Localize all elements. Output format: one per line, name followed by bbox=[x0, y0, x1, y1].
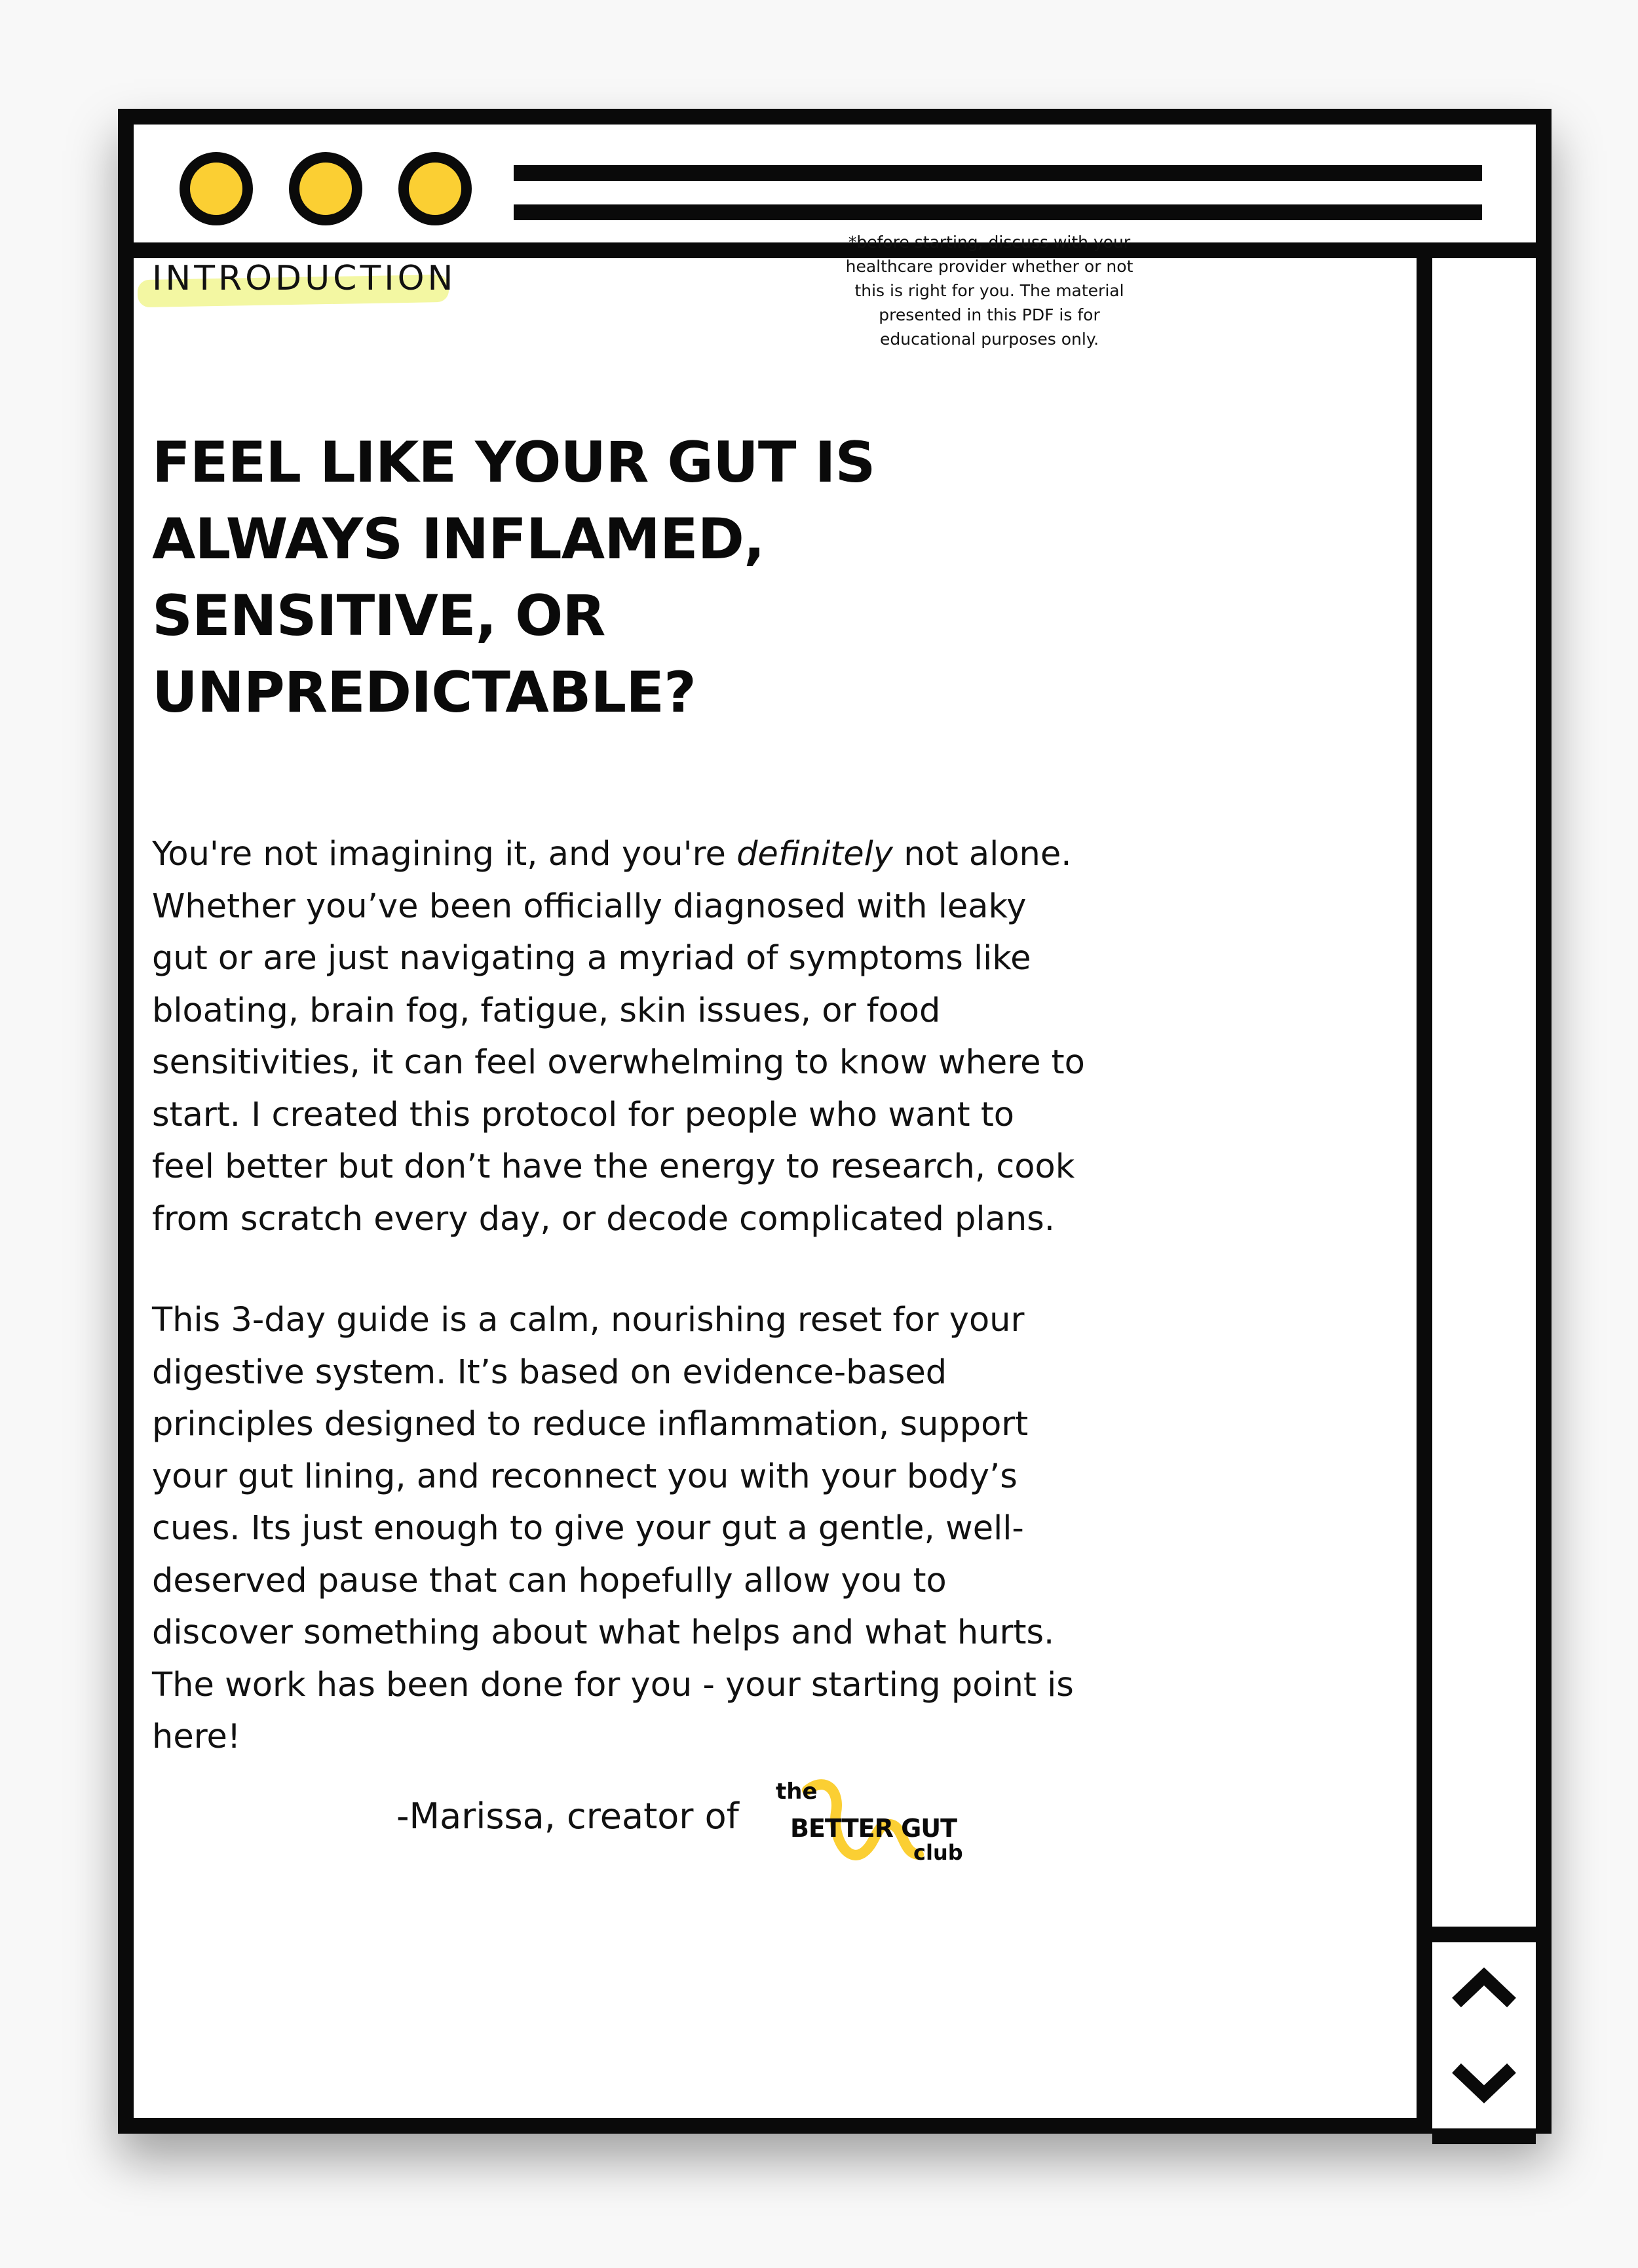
title-line: FEEL LIKE YOUR GUT IS bbox=[152, 430, 875, 495]
paragraph-line: The work has been done for you - your starting point is bbox=[152, 1665, 1074, 1704]
disclaimer bbox=[819, 230, 1160, 351]
disclaimer-line: this is right for you. The material bbox=[854, 281, 1124, 300]
disclaimer-line: educational purposes only. bbox=[879, 330, 1099, 349]
emphasis-text: definitely bbox=[736, 835, 893, 874]
intro-paragraph-1 bbox=[152, 828, 1174, 1245]
logo-club-text: club bbox=[913, 1840, 963, 1865]
window-dot-3[interactable] bbox=[398, 152, 472, 225]
paragraph-line: principles designed to reduce inflammation, support bbox=[152, 1405, 1029, 1444]
disclaimer-line: healthcare provider whether or not bbox=[845, 257, 1133, 276]
paragraph-line: here! bbox=[152, 1718, 241, 1756]
author-signoff: -Marissa, creator of bbox=[396, 1796, 739, 1837]
title-line-top bbox=[514, 165, 1482, 181]
disclaimer-line: *before starting, discuss with your bbox=[848, 233, 1131, 252]
section-label: INTRODUCTION bbox=[152, 259, 457, 298]
paragraph-line: discover something about what helps and what hurts. bbox=[152, 1613, 1055, 1652]
paragraph-line: feel better but don’t have the energy to research, cook bbox=[152, 1147, 1075, 1186]
paragraph-line: start. I created this protocol for people who want to bbox=[152, 1095, 1015, 1134]
section-label-wrap bbox=[152, 259, 456, 298]
paragraph-line: gut or are just navigating a myriad of symptoms like bbox=[152, 939, 1031, 978]
text-span: not alone. bbox=[892, 835, 1072, 874]
chevron-up-icon bbox=[1451, 1966, 1517, 2012]
text-span: You're not imagining it, and you're bbox=[152, 835, 737, 874]
paragraph-line: Whether you’ve been officially diagnosed with leaky bbox=[152, 887, 1027, 926]
scroll-down-button[interactable] bbox=[1432, 2035, 1536, 2144]
paragraph-line: deserved pause that can hopefully allow you to bbox=[152, 1561, 947, 1600]
window-dot-2[interactable] bbox=[289, 152, 362, 225]
paragraph-line: from scratch every day, or decode complicated plans. bbox=[152, 1199, 1055, 1239]
scrollbar[interactable] bbox=[1417, 258, 1536, 2118]
chevron-down-icon bbox=[1451, 2059, 1517, 2105]
logo-main-text: BETTER GUT bbox=[790, 1814, 957, 1843]
scroll-up-button[interactable] bbox=[1432, 1927, 1536, 2051]
title-line: SENSITIVE, OR bbox=[152, 583, 605, 649]
paragraph-line bbox=[152, 828, 1174, 881]
paragraph-line: your gut lining, and reconnect you with your body’s bbox=[152, 1457, 1018, 1496]
title-line: ALWAYS INFLAMED, bbox=[152, 507, 765, 572]
brand-logo bbox=[773, 1776, 996, 1887]
logo-the-text: the bbox=[776, 1778, 818, 1805]
disclaimer-line: presented in this PDF is for bbox=[879, 305, 1100, 324]
paragraph-line: bloating, brain fog, fatigue, skin issues, or food bbox=[152, 991, 941, 1030]
intro-paragraph-2 bbox=[152, 1294, 1174, 1763]
title-line-bottom bbox=[514, 204, 1482, 220]
paragraph-line: digestive system. It’s based on evidence-based bbox=[152, 1353, 947, 1392]
paragraph-line: sensitivities, it can feel overwhelming to know where to bbox=[152, 1043, 1085, 1082]
title-line: UNPREDICTABLE? bbox=[152, 660, 696, 725]
paragraph-line: cues. Its just enough to give your gut a gentle, well- bbox=[152, 1509, 1024, 1548]
page-title bbox=[152, 425, 1200, 731]
window-dot-1[interactable] bbox=[180, 152, 253, 225]
paragraph-line: This 3-day guide is a calm, nourishing reset for your bbox=[152, 1301, 1025, 1339]
